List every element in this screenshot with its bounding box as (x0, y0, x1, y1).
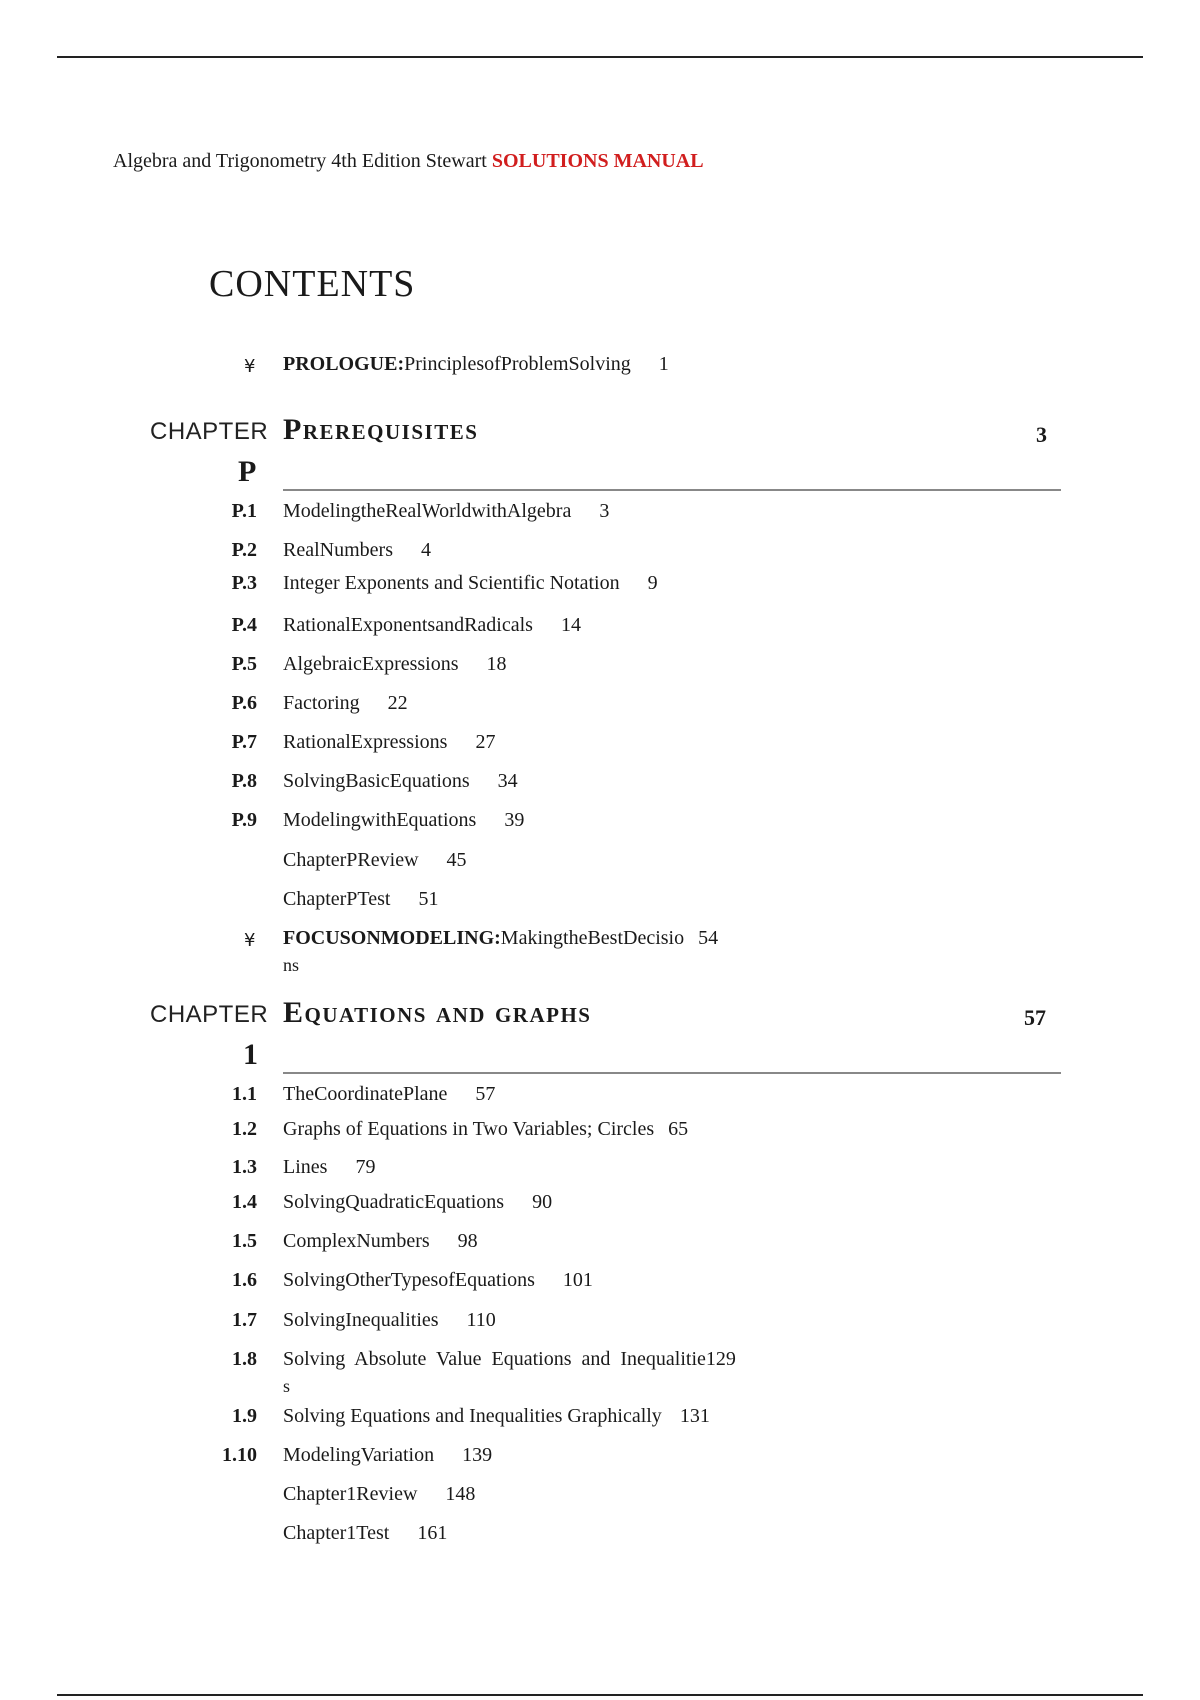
section-number: P.6 (231, 692, 257, 714)
page-number: 129 (705, 1348, 736, 1370)
page-number: 79 (355, 1156, 376, 1178)
toc-entry[interactable] (283, 1156, 375, 1179)
section-title: SolvingOtherTypesofEquations (283, 1269, 535, 1291)
chapter-label: CHAPTER (150, 418, 269, 445)
section-number: P.2 (231, 539, 257, 561)
page-number: 90 (532, 1191, 553, 1213)
section-number: P.5 (231, 653, 257, 675)
toc-entry[interactable] (283, 1083, 495, 1106)
section-title: SolvingQuadraticEquations (283, 1191, 505, 1213)
section-title: ModelingVariation (283, 1444, 435, 1466)
page-number: 9 (647, 572, 658, 594)
toc-entry[interactable] (283, 500, 609, 523)
focus-text-wrap: ns (283, 955, 300, 975)
toc-entry-test[interactable] (283, 1522, 447, 1545)
chapter-rule (283, 1072, 1061, 1074)
section-number: P.4 (231, 614, 257, 636)
section-title: ChapterPTest (283, 888, 391, 910)
page-number: 139 (462, 1444, 493, 1466)
section-title-wrap: s (283, 1376, 291, 1396)
section-number: P.8 (231, 770, 257, 792)
bullet-icon: ¥ (244, 356, 256, 377)
chapter-title[interactable]: Prerequisites (283, 413, 479, 446)
toc-entry[interactable] (283, 539, 431, 562)
page-number: 54 (698, 927, 719, 949)
page-number: 51 (418, 888, 439, 910)
section-title: Graphs of Equations in Two Variables; Circles (283, 1118, 655, 1140)
section-title: Solving Absolute Value Equations and Inequalitie (283, 1348, 706, 1370)
chapter-page: 57 (1024, 1005, 1046, 1030)
page-number: 101 (562, 1269, 593, 1291)
section-title: ModelingtheRealWorldwithAlgebra (283, 500, 572, 522)
section-title: TheCoordinatePlane (283, 1083, 448, 1105)
page-number: 98 (457, 1230, 478, 1252)
document-header (113, 150, 704, 173)
section-title: SolvingInequalities (283, 1309, 439, 1331)
chapter-number: 1 (243, 1038, 258, 1071)
toc-entry-review[interactable] (283, 849, 467, 872)
toc-entry[interactable] (283, 1191, 552, 1214)
chapter-label: CHAPTER (150, 1001, 269, 1028)
toc-entry[interactable] (283, 614, 581, 637)
page-number: 110 (466, 1309, 496, 1331)
section-number: 1.5 (232, 1230, 257, 1252)
page-number: 4 (420, 539, 431, 561)
section-number: 1.10 (222, 1444, 257, 1466)
section-title: Chapter1Test (283, 1522, 390, 1544)
page-number: 3 (599, 500, 610, 522)
toc-entry[interactable] (283, 1444, 492, 1467)
toc-entry[interactable] (283, 572, 658, 595)
section-title: Integer Exponents and Scientific Notation (283, 572, 620, 594)
bottom-rule (57, 1694, 1143, 1696)
toc-entry-focus[interactable] (283, 927, 718, 950)
section-title: RealNumbers (283, 539, 393, 561)
chapter-title[interactable]: Equations and graphs (283, 996, 592, 1029)
page-number: 22 (387, 692, 408, 714)
page-number: 131 (679, 1405, 710, 1427)
section-number: 1.8 (232, 1348, 257, 1370)
section-title: SolvingBasicEquations (283, 770, 470, 792)
focus-label: FOCUSONMODELING: (283, 927, 501, 949)
section-number: P.1 (231, 500, 257, 522)
focus-text: MakingtheBestDecisio (500, 927, 685, 949)
section-number: 1.3 (232, 1156, 257, 1178)
toc-entry[interactable] (283, 1309, 496, 1332)
section-title: Chapter1Review (283, 1483, 418, 1505)
toc-entry-test[interactable] (283, 888, 438, 911)
section-title: RationalExpressions (283, 731, 448, 753)
section-number: 1.1 (232, 1083, 257, 1105)
section-number: P.3 (231, 572, 257, 594)
toc-entry[interactable] (283, 1118, 688, 1141)
bullet-icon: ¥ (244, 930, 256, 951)
page-number: 1 (658, 353, 669, 375)
toc-entry[interactable] (283, 809, 524, 832)
page-number: 148 (445, 1483, 476, 1505)
chapter-rule (283, 489, 1061, 491)
page-number: 65 (668, 1118, 689, 1140)
book-title: Algebra and Trigonometry 4th Edition Stewart (113, 150, 487, 172)
toc-entry[interactable] (283, 770, 518, 793)
toc-entry[interactable] (283, 1348, 736, 1371)
page-number: 57 (475, 1083, 496, 1105)
toc-entry[interactable] (283, 1405, 710, 1428)
page-number: 34 (497, 770, 518, 792)
toc-entry[interactable] (283, 1230, 478, 1253)
section-title: Lines (283, 1156, 328, 1178)
toc-entry-review[interactable] (283, 1483, 475, 1506)
top-rule (57, 56, 1143, 58)
page-number: 27 (475, 731, 496, 753)
section-title: Factoring (283, 692, 360, 714)
page-number: 18 (486, 653, 507, 675)
prologue-label: PROLOGUE: (283, 353, 405, 375)
toc-entry[interactable] (283, 692, 408, 715)
section-number: P.7 (231, 731, 257, 753)
chapter-page: 3 (1036, 422, 1047, 447)
toc-entry[interactable] (283, 731, 495, 754)
section-title: RationalExponentsandRadicals (283, 614, 533, 636)
solutions-manual-label: SOLUTIONS MANUAL (491, 150, 704, 172)
section-number: 1.2 (232, 1118, 257, 1140)
page-number: 39 (504, 809, 525, 831)
section-number: P.9 (231, 809, 257, 831)
section-title: ChapterPReview (283, 849, 419, 871)
page-number: 161 (417, 1522, 448, 1544)
section-number: 1.4 (232, 1191, 257, 1213)
contents-heading: CONTENTS (209, 263, 416, 305)
toc-entry[interactable] (283, 1269, 593, 1292)
section-title: ComplexNumbers (283, 1230, 430, 1252)
prologue-text: PrinciplesofProblemSolving (404, 353, 631, 375)
chapter-number: P (238, 455, 257, 488)
page-number: 14 (560, 614, 581, 636)
section-number: 1.9 (232, 1405, 257, 1427)
section-number: 1.6 (232, 1269, 257, 1291)
section-title: ModelingwithEquations (283, 809, 477, 831)
section-title: AlgebraicExpressions (283, 653, 459, 675)
page-number: 45 (446, 849, 467, 871)
toc-entry-prologue[interactable] (283, 353, 669, 376)
section-title: Solving Equations and Inequalities Graphically (283, 1405, 662, 1427)
toc-entry[interactable] (283, 653, 507, 676)
section-number: 1.7 (232, 1309, 257, 1331)
